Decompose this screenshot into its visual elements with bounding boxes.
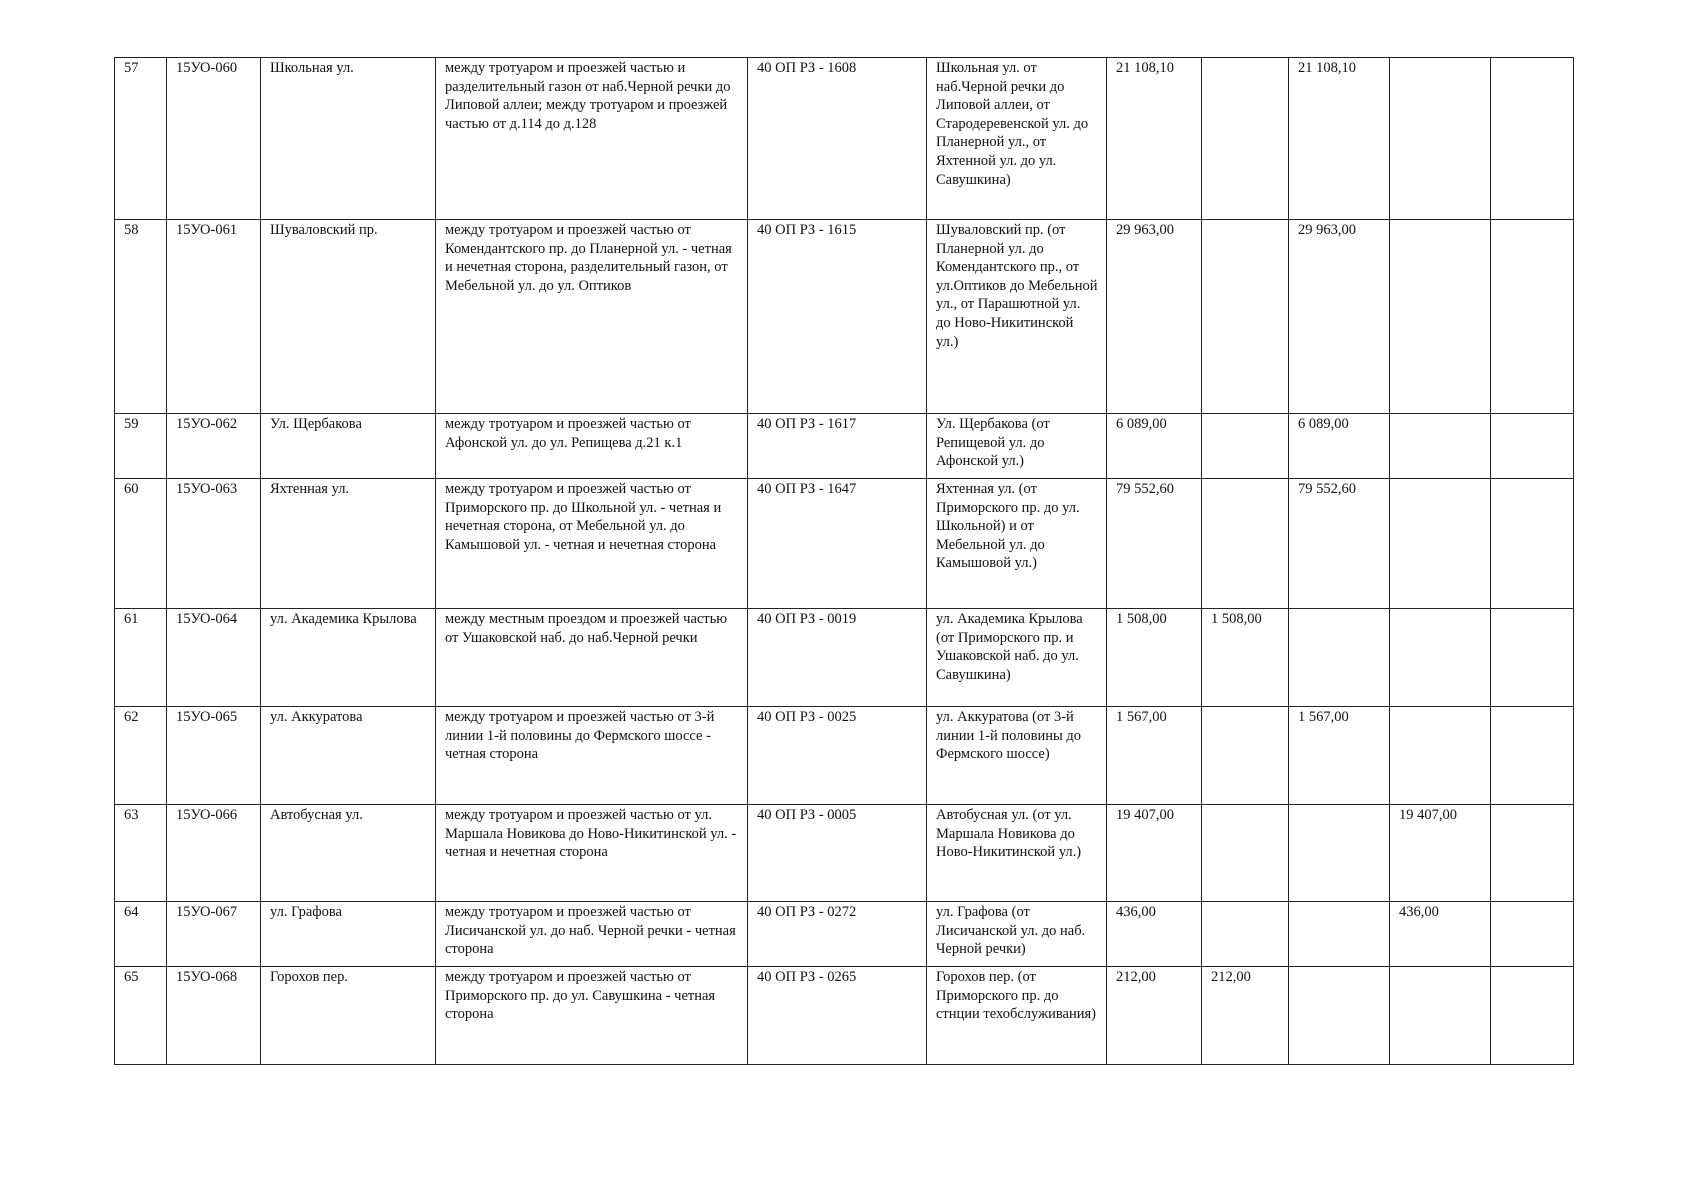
object-code-cell: 15УО-061	[167, 220, 261, 414]
location-description-cell: между тротуаром и проезжей частью от Лисичанской ул. до наб. Черной речки - четная сторона	[436, 902, 748, 967]
road-id-cell: 40 ОП РЗ - 0019	[748, 609, 927, 707]
table-row	[115, 805, 1574, 902]
street-name-cell: Шуваловский пр.	[261, 220, 436, 414]
total-area-cell: 1 567,00	[1107, 707, 1202, 805]
area-category-2-cell	[1289, 967, 1390, 1065]
area-category-2-cell	[1289, 902, 1390, 967]
road-name-cell: Школьная ул. от наб.Черной речки до Липовой аллеи, от Стародеревенской ул. до Планерной ул., от Яхтенной ул. до ул. Савушкина)	[927, 58, 1107, 220]
area-category-3-cell	[1390, 967, 1491, 1065]
road-id-cell: 40 ОП РЗ - 1608	[748, 58, 927, 220]
location-description-cell: между тротуаром и проезжей частью от Приморского пр. до ул. Савушкина - четная сторона	[436, 967, 748, 1065]
table-row	[115, 414, 1574, 479]
total-area-cell: 6 089,00	[1107, 414, 1202, 479]
location-description-cell: между тротуаром и проезжей частью от 3-й линии 1-й половины до Фермского шоссе - четная сторона	[436, 707, 748, 805]
object-code-cell: 15УО-064	[167, 609, 261, 707]
area-category-3-cell: 436,00	[1390, 902, 1491, 967]
area-category-1-cell	[1202, 902, 1289, 967]
table-row	[115, 609, 1574, 707]
area-category-4-cell	[1491, 902, 1574, 967]
area-category-2-cell: 6 089,00	[1289, 414, 1390, 479]
street-name-cell: ул. Аккуратова	[261, 707, 436, 805]
table-row	[115, 902, 1574, 967]
street-name-cell: Яхтенная ул.	[261, 479, 436, 609]
road-id-cell: 40 ОП РЗ - 0025	[748, 707, 927, 805]
area-category-4-cell	[1491, 609, 1574, 707]
road-name-cell: Горохов пер. (от Приморского пр. до стнции техобслуживания)	[927, 967, 1107, 1065]
area-category-3-cell	[1390, 414, 1491, 479]
total-area-cell: 19 407,00	[1107, 805, 1202, 902]
row-number-cell: 61	[115, 609, 167, 707]
street-name-cell: Горохов пер.	[261, 967, 436, 1065]
location-description-cell: между местным проездом и проезжей частью от Ушаковской наб. до наб.Черной речки	[436, 609, 748, 707]
road-name-cell: Ул. Щербакова (от Репищевой ул. до Афонской ул.)	[927, 414, 1107, 479]
row-number-cell: 60	[115, 479, 167, 609]
table-row	[115, 220, 1574, 414]
table-body	[115, 58, 1574, 1065]
road-id-cell: 40 ОП РЗ - 0005	[748, 805, 927, 902]
area-category-2-cell: 1 567,00	[1289, 707, 1390, 805]
road-name-cell: ул. Графова (от Лисичанской ул. до наб. Черной речки)	[927, 902, 1107, 967]
object-code-cell: 15УО-063	[167, 479, 261, 609]
area-category-2-cell: 29 963,00	[1289, 220, 1390, 414]
object-code-cell: 15УО-067	[167, 902, 261, 967]
object-code-cell: 15УО-068	[167, 967, 261, 1065]
street-name-cell: Школьная ул.	[261, 58, 436, 220]
row-number-cell: 63	[115, 805, 167, 902]
area-category-4-cell	[1491, 967, 1574, 1065]
road-id-cell: 40 ОП РЗ - 1647	[748, 479, 927, 609]
area-category-4-cell	[1491, 220, 1574, 414]
table-row	[115, 967, 1574, 1065]
row-number-cell: 57	[115, 58, 167, 220]
area-category-4-cell	[1491, 805, 1574, 902]
area-category-1-cell: 1 508,00	[1202, 609, 1289, 707]
area-category-2-cell: 79 552,60	[1289, 479, 1390, 609]
area-category-4-cell	[1491, 414, 1574, 479]
street-name-cell: Автобусная ул.	[261, 805, 436, 902]
area-category-4-cell	[1491, 707, 1574, 805]
green-zones-table	[114, 57, 1574, 1065]
street-name-cell: ул. Графова	[261, 902, 436, 967]
area-category-3-cell	[1390, 479, 1491, 609]
road-id-cell: 40 ОП РЗ - 0265	[748, 967, 927, 1065]
street-name-cell: ул. Академика Крылова	[261, 609, 436, 707]
area-category-3-cell: 19 407,00	[1390, 805, 1491, 902]
area-category-3-cell	[1390, 220, 1491, 414]
area-category-2-cell	[1289, 609, 1390, 707]
total-area-cell: 79 552,60	[1107, 479, 1202, 609]
area-category-2-cell	[1289, 805, 1390, 902]
table-row	[115, 58, 1574, 220]
table-row	[115, 479, 1574, 609]
location-description-cell: между тротуаром и проезжей частью от Комендантского пр. до Планерной ул. - четная и нечетная сторона, разделительный газон, от Мебельной ул. до ул. Оптиков	[436, 220, 748, 414]
location-description-cell: между тротуаром и проезжей частью от Приморского пр. до Школьной ул. - четная и нечетная сторона, от Мебельной ул. до Камышовой ул. - четная и нечетная сторона	[436, 479, 748, 609]
road-name-cell: Яхтенная ул. (от Приморского пр. до ул. Школьной) и от Мебельной ул. до Камышовой ул.)	[927, 479, 1107, 609]
object-code-cell: 15УО-065	[167, 707, 261, 805]
area-category-4-cell	[1491, 58, 1574, 220]
area-category-1-cell	[1202, 414, 1289, 479]
total-area-cell: 21 108,10	[1107, 58, 1202, 220]
road-id-cell: 40 ОП РЗ - 0272	[748, 902, 927, 967]
object-code-cell: 15УО-066	[167, 805, 261, 902]
location-description-cell: между тротуаром и проезжей частью от ул. Маршала Новикова до Ново-Никитинской ул. - четная и нечетная сторона	[436, 805, 748, 902]
road-name-cell: ул. Академика Крылова (от Приморского пр. и Ушаковской наб. до ул. Савушкина)	[927, 609, 1107, 707]
area-category-3-cell	[1390, 707, 1491, 805]
table-row	[115, 707, 1574, 805]
area-category-1-cell	[1202, 707, 1289, 805]
area-category-1-cell	[1202, 805, 1289, 902]
street-name-cell: Ул. Щербакова	[261, 414, 436, 479]
row-number-cell: 58	[115, 220, 167, 414]
object-code-cell: 15УО-060	[167, 58, 261, 220]
area-category-3-cell	[1390, 58, 1491, 220]
area-category-2-cell: 21 108,10	[1289, 58, 1390, 220]
road-id-cell: 40 ОП РЗ - 1615	[748, 220, 927, 414]
location-description-cell: между тротуаром и проезжей частью и разделительный газон от наб.Черной речки до Липовой аллеи; между тротуаром и проезжей частью от д.114 до д.128	[436, 58, 748, 220]
total-area-cell: 436,00	[1107, 902, 1202, 967]
row-number-cell: 65	[115, 967, 167, 1065]
area-category-1-cell: 212,00	[1202, 967, 1289, 1065]
area-category-1-cell	[1202, 220, 1289, 414]
total-area-cell: 29 963,00	[1107, 220, 1202, 414]
location-description-cell: между тротуаром и проезжей частью от Афонской ул. до ул. Репищева д.21 к.1	[436, 414, 748, 479]
object-code-cell: 15УО-062	[167, 414, 261, 479]
total-area-cell: 1 508,00	[1107, 609, 1202, 707]
row-number-cell: 62	[115, 707, 167, 805]
road-name-cell: ул. Аккуратова (от 3-й линии 1-й половины до Фермского шоссе)	[927, 707, 1107, 805]
area-category-1-cell	[1202, 479, 1289, 609]
row-number-cell: 59	[115, 414, 167, 479]
road-name-cell: Шуваловский пр. (от Планерной ул. до Комендантского пр., от ул.Оптиков до Мебельной ул., от Парашютной ул. до Ново-Никитинской ул.)	[927, 220, 1107, 414]
area-category-3-cell	[1390, 609, 1491, 707]
row-number-cell: 64	[115, 902, 167, 967]
total-area-cell: 212,00	[1107, 967, 1202, 1065]
road-name-cell: Автобусная ул. (от ул. Маршала Новикова до Ново-Никитинской ул.)	[927, 805, 1107, 902]
road-id-cell: 40 ОП РЗ - 1617	[748, 414, 927, 479]
area-category-4-cell	[1491, 479, 1574, 609]
area-category-1-cell	[1202, 58, 1289, 220]
